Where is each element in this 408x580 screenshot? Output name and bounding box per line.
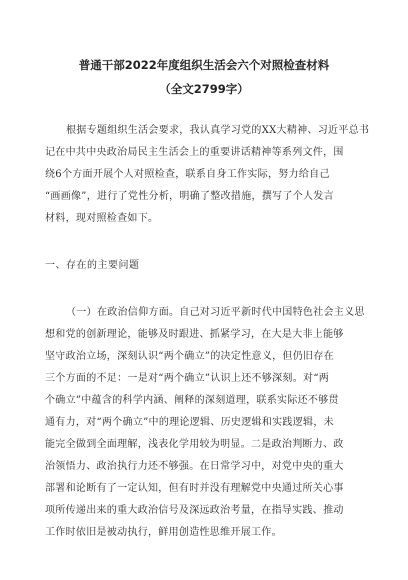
body-line: 部署和论断有了一定认知，但有时并没有理解党中央通过所关心事 — [45, 483, 344, 494]
intro-line: 材料，现对照检查如下。 — [45, 213, 159, 224]
body-line: 通有力，对“两个确立”中的理论逻辑、历史逻辑和实践逻辑，未 — [45, 417, 334, 428]
body-line: 项所传递出来的重大政治信号及深远政治考量，在指导实践、推动 — [45, 505, 344, 516]
body-line: 个确立”中蕴含的科学内涵、阐释的深刻道理，联系实际还不够贯 — [45, 395, 339, 406]
body-line: （一）在政治信仰方面。自己对习近平新时代中国特色社会主义思 — [66, 307, 365, 318]
intro-line: 记在中共中央政治局民主生活会上的重要讲话精神等系列文件，围 — [45, 147, 344, 158]
body-line: 能完全做到全面理解，浅表化学用较为明显。二是政治判断力、政 — [45, 439, 344, 450]
body-line: 工作时依旧是被动执行，鲜用创造性思维开展工作。 — [45, 527, 282, 538]
body-line: 三个方面的不足：一是对“两个确立”认识上还不够深刻。对“两 — [45, 373, 330, 384]
body-line: 想和党的创新理论，能够及时跟进、抓紧学习，在大是大非上能够 — [45, 329, 344, 340]
body-line: 治领悟力、政治执行力还不够强。在日常学习中，对党中央的重大 — [45, 461, 344, 472]
section-heading: 一、存在的主要问题 — [45, 260, 140, 271]
document-title: 普通干部2022年度组织生活会六个对照检查材料 — [78, 58, 330, 72]
body-line: 坚守政治立场，深刻认识“两个确立”的决定性意义，但仍旧存在 — [45, 351, 334, 362]
intro-line: 根据专题组织生活会要求，我认真学习党的XX大精神、习近平总书 — [66, 125, 370, 136]
intro-line: “画画像”，进行了党性分析，明确了整改措施，撰写了个人发言 — [45, 191, 334, 202]
document-subtitle: （全文2799字） — [159, 82, 249, 96]
intro-line: 绕6个方面开展个人对照检查，联系自身工作实际，努力给自己 — [45, 169, 330, 180]
